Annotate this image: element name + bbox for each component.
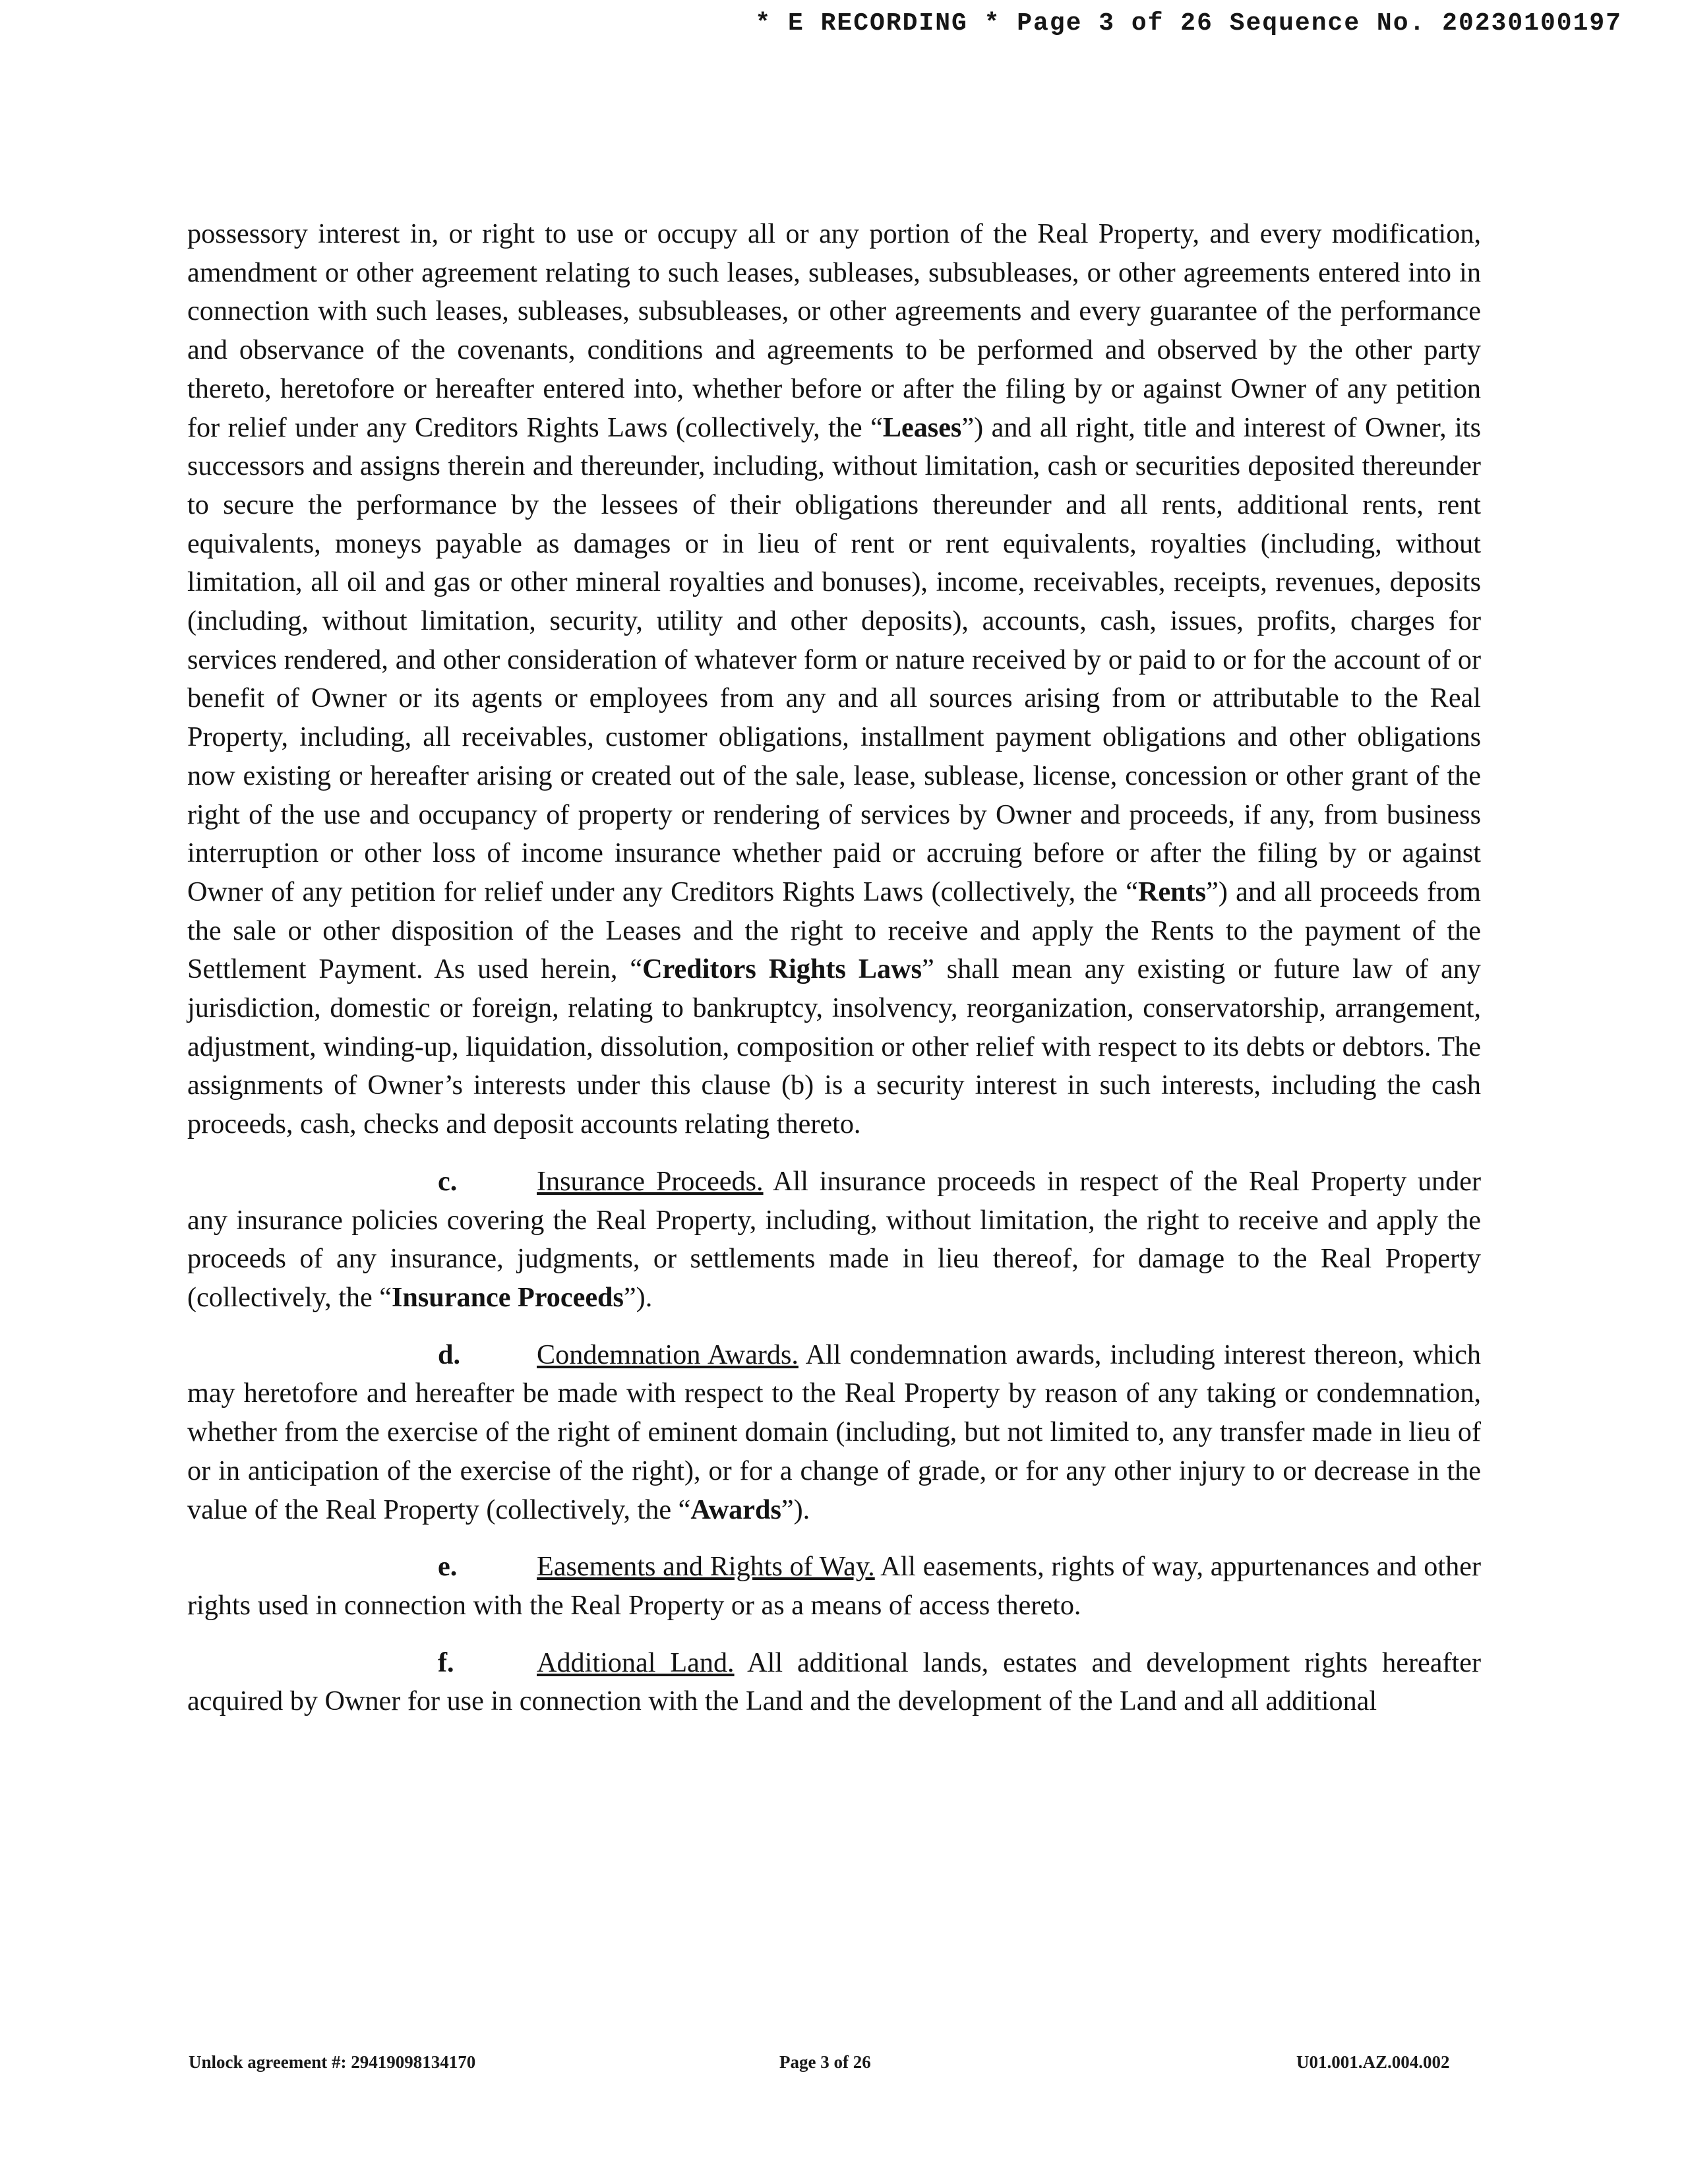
paragraph-title: Insurance Proceeds. [537, 1165, 764, 1197]
defined-term-rents: Rents [1137, 876, 1207, 907]
defined-term-insurance-proceeds: Insurance Proceeds [392, 1281, 624, 1313]
paragraph-marker: c. [438, 1165, 458, 1197]
defined-term-creditors-rights-laws: Creditors Rights Laws [642, 954, 922, 985]
paragraph-title: Additional Land. [537, 1647, 735, 1678]
paragraph-marker: d. [438, 1339, 461, 1370]
continuation-paragraph: possessory interest in, or right to use or occupy all or any portion of the Real Property, and every modification, amendment or other agreement relating to such leases, subleases, subsubleases, or other agreements entered into in connection with such leases, subleases, subsubleases, or other agreements and every guarantee of the performance and observance of the covenants, conditions and agreements to be performed and observed by the other party thereto, heretofore or hereafter entered into, whether before or after the filing by or against Owner of any petition for relief under any Creditors Rights Laws (collectively, the “Leases”) and all right, title and interest of Owner, its successors and assigns therein and thereunder, including, without limitation, cash or securities deposited thereunder to secure the performance by the lessees of their obligations thereunder and all rents, additional rents, rent equivalents, moneys payable as damages or in lieu of rent or rent equivalents, royalties (including, without limitation, all oil and gas or other mineral royalties and bonuses), income, receivables, receipts, revenues, deposits (including, without limitation, security, utility and other deposits), accounts, cash, issues, profits, charges for services rendered, and other consideration of whatever form or nature received by or paid to or for the account of or benefit of Owner or its agents or employees from any and all sources arising from or attributable to the Real Property, including, all receivables, customer obligations, installment payment obligations and other obligations now existing or hereafter arising or created out of the sale, lease, sublease, license, concession or other grant of the right of the use and occupancy of property or rendering of services by Owner and proceeds, if any, from business interruption or other loss of income insurance whether paid or accruing before or after the filing by or against Owner of any petition for relief under any Creditors Rights Laws (collectively, the “Rents”) and all proceeds from the sale or other disposition of the Leases and the right to receive and apply the Rents to the payment of the Settlement Payment. As used herein, “Creditors Rights Laws” shall mean any existing or future law of any jurisdiction, domestic or foreign, relating to bankruptcy, insolvency, reorganization, conservatorship, arrangement, adjustment, winding-up, liquidation, dissolution, composition or other relief with respect to its debts or debtors. The assignments of Owner’s interests under this clause (b) is a security interest in such interests, including the cash proceeds, cash, checks and deposit accounts relating thereto. [187, 218, 1482, 1140]
paragraph-c: c. Insurance Proceeds. All insurance proceeds in respect of the Real Property under any insurance policies covering the Real Property, including, without limitation, the right to receive and apply the proceeds of any insurance, judgments, or settlements made in lieu thereof, for damage to the Real Property (collectively, the “Insurance Proceeds”). [187, 1163, 1481, 1318]
paragraph-marker: e. [438, 1551, 458, 1583]
paragraph-e: e. Easements and Rights of Way. All easements, rights of way, appurtenances and other rights used in connection with the Real Property or as a means of access thereto. [187, 1548, 1481, 1625]
paragraph-f: f. Additional Land. All additional lands, estates and development rights hereafter acquired by Owner for use in connection with the Land and the development of the Land and all additional [187, 1644, 1481, 1721]
paragraph-marker: f. [438, 1647, 454, 1678]
footer-page-number: Page 3 of 26 [779, 2052, 871, 2072]
paragraph-title: Easements and Rights of Way. [537, 1551, 875, 1583]
document-body [187, 215, 1481, 1740]
defined-term-awards: Awards [690, 1494, 781, 1525]
footer-document-code: U01.001.AZ.004.002 [1296, 2052, 1450, 2072]
defined-term-leases: Leases [882, 411, 962, 443]
footer-agreement-number: Unlock agreement #: 29419098134170 [189, 2052, 476, 2072]
recording-stamp: * E RECORDING * Page 3 of 26 Sequence No. 20230100197 [755, 9, 1622, 38]
paragraph-d: d. Condemnation Awards. All condemnation awards, including interest thereon, which may heretofore and hereafter be made with respect to the Real Property by reason of any taking or condemnation, whether from the exercise of the right of eminent domain (including, but not limited to, any transfer made in lieu of or in anticipation of the exercise of the right), or for a change of grade, or for any other injury to or decrease in the value of the Real Property (collectively, the “Awards”). [187, 1336, 1481, 1530]
paragraph-title: Condemnation Awards. [537, 1339, 799, 1370]
